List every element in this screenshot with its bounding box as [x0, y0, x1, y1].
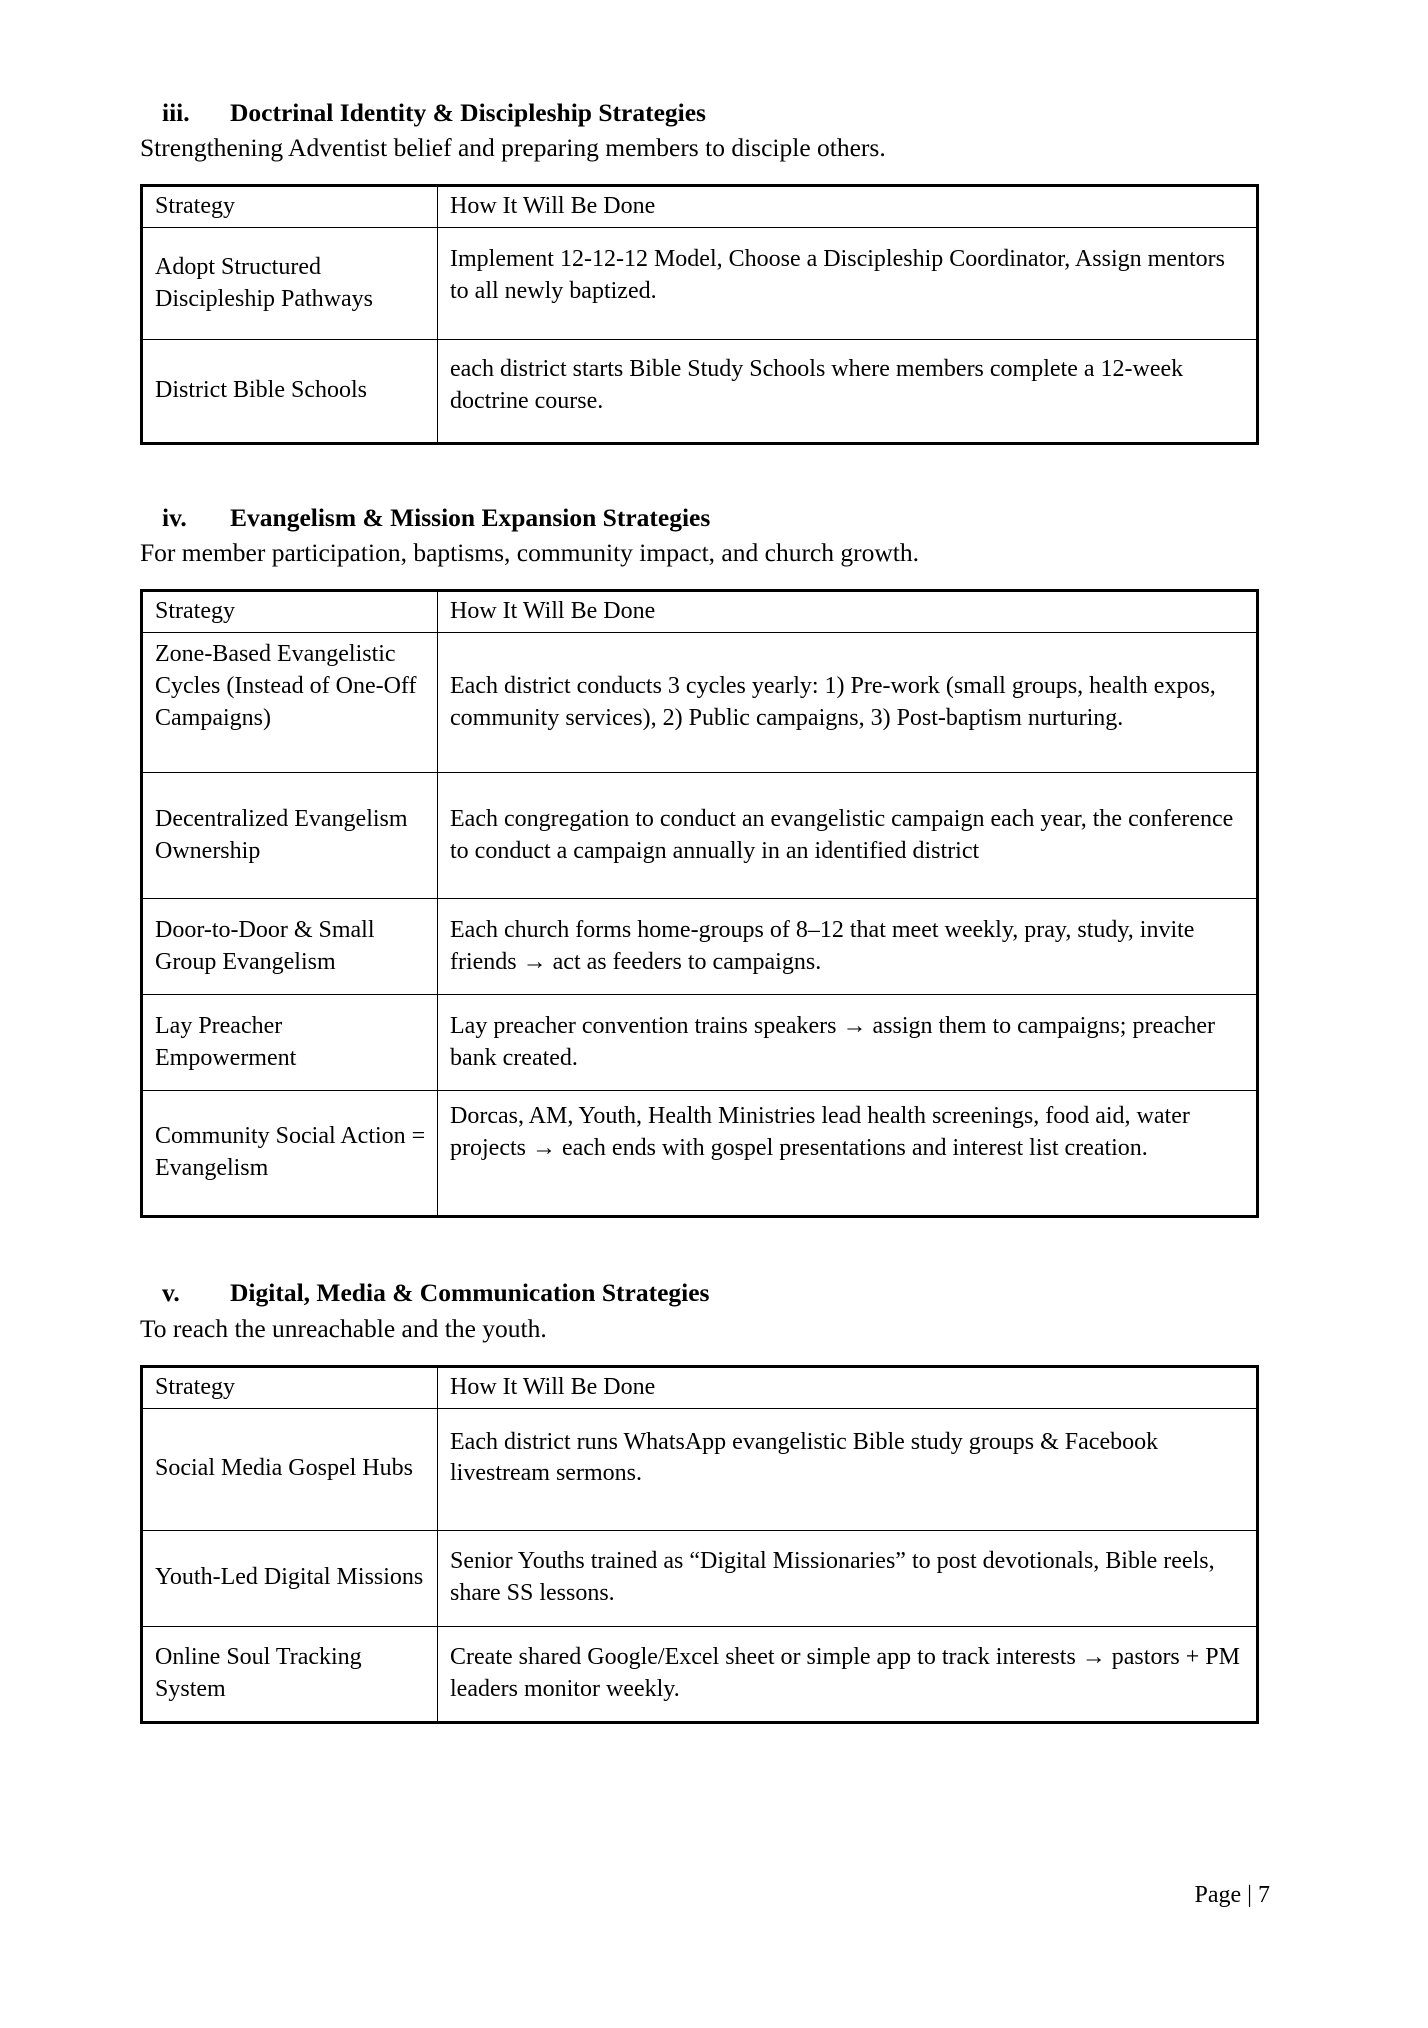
cell-strategy: Community Social Action = Evangelism	[142, 1091, 438, 1217]
table-row	[142, 773, 1258, 899]
page-number-footer: Page | 7	[1194, 1882, 1270, 1909]
section-v-title: Digital, Media & Communication Strategies	[230, 1278, 710, 1308]
cell-how: Lay preacher convention trains speakers → assign them to campaigns; preacher bank created.	[438, 995, 1258, 1091]
table-row	[142, 633, 1258, 773]
column-header-strategy: Strategy	[142, 591, 438, 633]
column-header-strategy: Strategy	[142, 186, 438, 228]
table-row	[142, 995, 1258, 1091]
cell-strategy: Zone-Based Evangelistic Cycles (Instead of One-Off Campaigns)	[142, 633, 438, 773]
section-iv	[140, 501, 1270, 1218]
column-header-how: How It Will Be Done	[438, 186, 1258, 228]
cell-how: Senior Youths trained as “Digital Missionaries” to post devotionals, Bible reels, share SS lessons.	[438, 1530, 1258, 1626]
section-iii-heading	[140, 96, 1270, 129]
table-header-row	[142, 591, 1258, 633]
section-iv-title: Evangelism & Mission Expansion Strategies	[230, 503, 711, 533]
strategy-table-v	[140, 1365, 1259, 1724]
cell-how: Each district conducts 3 cycles yearly: 1) Pre-work (small groups, health expos, community services), 2) Public campaigns, 3) Post-baptism nurturing.	[438, 633, 1258, 773]
table-row	[142, 899, 1258, 995]
cell-strategy: Youth-Led Digital Missions	[142, 1530, 438, 1626]
section-iii-numeral: iii.	[162, 98, 190, 127]
cell-strategy: Lay Preacher Empowerment	[142, 995, 438, 1091]
table-header-row	[142, 186, 1258, 228]
cell-how: Dorcas, AM, Youth, Health Ministries lead health screenings, food aid, water projects → each ends with gospel presentations and interest list creation.	[438, 1091, 1258, 1217]
strategy-table-iv	[140, 589, 1259, 1218]
cell-how: each district starts Bible Study Schools where members complete a 12-week doctrine course.	[438, 340, 1258, 444]
section-v-intro: To reach the unreachable and the youth.	[140, 1313, 547, 1343]
cell-how: Create shared Google/Excel sheet or simple app to track interests → pastors + PM leaders monitor weekly.	[438, 1626, 1258, 1722]
table-row	[142, 1091, 1258, 1217]
cell-strategy: Door-to-Door & Small Group Evangelism	[142, 899, 438, 995]
cell-how: Each district runs WhatsApp evangelistic Bible study groups & Facebook livestream sermons.	[438, 1408, 1258, 1530]
section-v	[140, 1276, 1270, 1723]
cell-how: Each congregation to conduct an evangelistic campaign each year, the conference to conduct a campaign annually in an identified district	[438, 773, 1258, 899]
table-header-row	[142, 1366, 1258, 1408]
section-v-heading	[140, 1276, 1270, 1309]
cell-how: Implement 12-12-12 Model, Choose a Discipleship Coordinator, Assign mentors to all newly baptized.	[438, 228, 1258, 340]
table-row	[142, 228, 1258, 340]
cell-how: Each church forms home-groups of 8–12 that meet weekly, pray, study, invite friends → act as feeders to campaigns.	[438, 899, 1258, 995]
section-iv-numeral: iv.	[162, 503, 187, 533]
section-iv-intro: For member participation, baptisms, community impact, and church growth.	[140, 538, 919, 568]
section-v-numeral: v.	[162, 1278, 180, 1308]
column-header-strategy: Strategy	[142, 1366, 438, 1408]
section-iii	[140, 96, 1270, 445]
column-header-how: How It Will Be Done	[438, 1366, 1258, 1408]
spacer	[140, 445, 1270, 501]
spacer	[140, 1218, 1270, 1276]
table-row	[142, 340, 1258, 444]
cell-strategy: Social Media Gospel Hubs	[142, 1408, 438, 1530]
cell-strategy: District Bible Schools	[142, 340, 438, 444]
section-iii-title: Doctrinal Identity & Discipleship Strategies	[230, 98, 706, 127]
cell-strategy: Online Soul Tracking System	[142, 1626, 438, 1722]
section-iii-intro: Strengthening Adventist belief and preparing members to disciple others.	[140, 133, 886, 163]
strategy-table-iii	[140, 184, 1259, 445]
table-row	[142, 1626, 1258, 1722]
table-row	[142, 1408, 1258, 1530]
cell-strategy: Decentralized Evangelism Ownership	[142, 773, 438, 899]
table-row	[142, 1530, 1258, 1626]
cell-strategy: Adopt Structured Discipleship Pathways	[142, 228, 438, 340]
section-iv-heading	[140, 501, 1270, 534]
column-header-how: How It Will Be Done	[438, 591, 1258, 633]
